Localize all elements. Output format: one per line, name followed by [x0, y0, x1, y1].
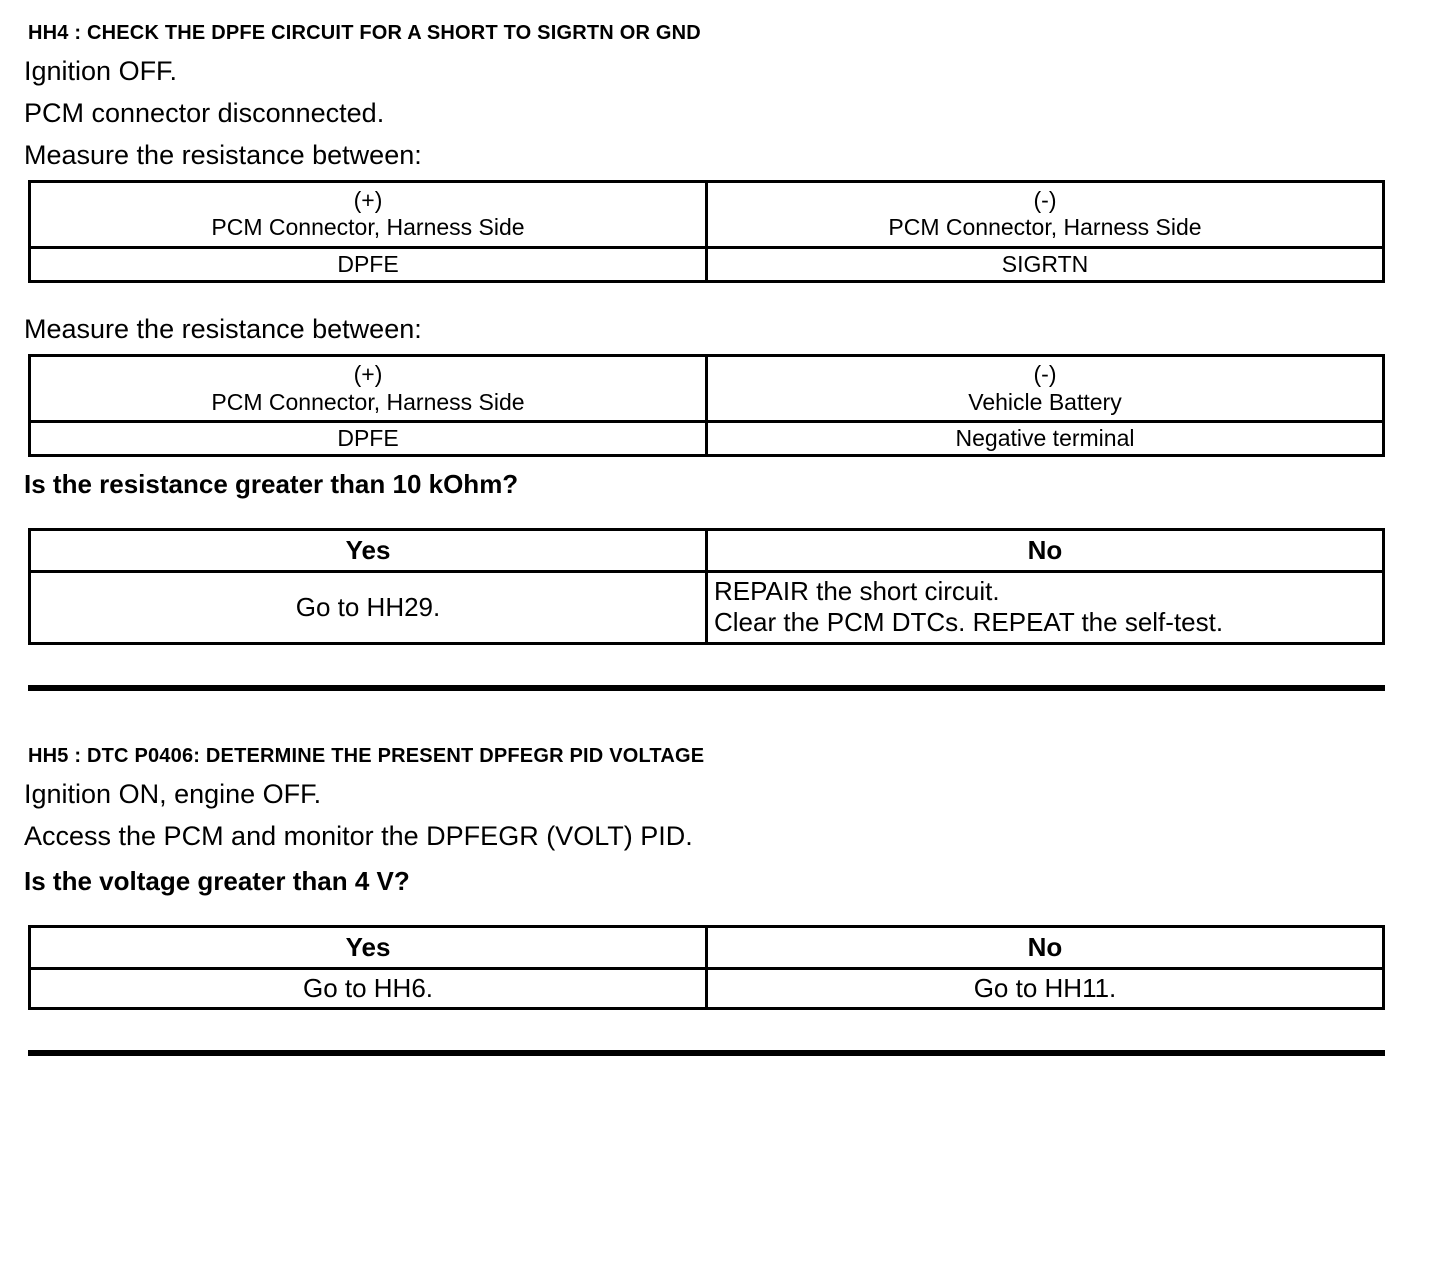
measurement-2-positive-value: DPFE	[30, 421, 707, 455]
section-hh5-line-1: Ignition ON, engine OFF.	[24, 779, 322, 810]
positive-sign: (+)	[353, 187, 383, 214]
no-action	[707, 571, 1384, 643]
no-action-line-1: REPAIR the short circuit.	[714, 575, 1000, 606]
table-row	[30, 182, 1384, 247]
no-action-line-2: Clear the PCM DTCs. REPEAT the self-test.	[714, 607, 1224, 638]
section-hh4-line-4: Measure the resistance between:	[24, 313, 422, 344]
table-row	[30, 421, 1384, 455]
no-action: Go to HH11.	[707, 968, 1384, 1008]
measurement-1-negative-value: SIGRTN	[707, 247, 1384, 281]
negative-sign: (-)	[1033, 187, 1057, 214]
measurement-1-positive-header	[30, 182, 707, 247]
section-hh4	[24, 22, 1412, 645]
positive-sign: (+)	[353, 361, 383, 388]
section-divider-2	[28, 1050, 1385, 1056]
measurement-table-1	[28, 180, 1385, 282]
negative-sign: (-)	[1033, 361, 1057, 388]
table-row	[30, 356, 1384, 421]
table-row	[30, 247, 1384, 281]
positive-label: PCM Connector, Harness Side	[211, 388, 525, 415]
section-hh5-title: HH5 : DTC P0406: DETERMINE THE PRESENT DPFEGR PID VOLTAGE	[28, 745, 705, 768]
yes-header: Yes	[30, 926, 707, 968]
negative-label: PCM Connector, Harness Side	[888, 214, 1202, 241]
section-hh4-line-3: Measure the resistance between:	[24, 139, 422, 170]
section-hh5-line-2: Access the PCM and monitor the DPFEGR (VOLT) PID.	[24, 820, 693, 851]
table-row	[30, 571, 1384, 643]
table-row	[30, 529, 1384, 571]
section-hh4-line-1: Ignition OFF.	[24, 56, 178, 86]
measurement-2-negative-value: Negative terminal	[707, 421, 1384, 455]
negative-label: Vehicle Battery	[968, 388, 1122, 415]
section-hh4-line-2: PCM connector disconnected.	[24, 97, 385, 128]
section-hh4-title: HH4 : CHECK THE DPFE CIRCUIT FOR A SHORT TO SIGRTN OR GND	[28, 22, 701, 44]
measurement-table-2	[28, 354, 1385, 456]
decision-table-hh4	[28, 528, 1385, 645]
table-row	[30, 926, 1384, 968]
measurement-2-negative-header	[707, 356, 1384, 421]
yes-action: Go to HH29.	[30, 571, 707, 643]
decision-table-hh5	[28, 925, 1385, 1010]
section-hh5-question: Is the voltage greater than 4 V?	[24, 865, 410, 896]
no-header: No	[707, 926, 1384, 968]
section-hh4-question: Is the resistance greater than 10 kOhm?	[24, 468, 519, 499]
spacer	[24, 287, 1412, 313]
section-hh5	[24, 745, 1412, 1010]
measurement-1-positive-value: DPFE	[30, 247, 707, 281]
measurement-1-negative-header	[707, 182, 1384, 247]
measurement-2-positive-header	[30, 356, 707, 421]
positive-label: PCM Connector, Harness Side	[211, 214, 525, 241]
no-header: No	[707, 529, 1384, 571]
spacer	[24, 691, 1412, 737]
table-row	[30, 968, 1384, 1008]
yes-action: Go to HH6.	[30, 968, 707, 1008]
yes-header: Yes	[30, 529, 707, 571]
